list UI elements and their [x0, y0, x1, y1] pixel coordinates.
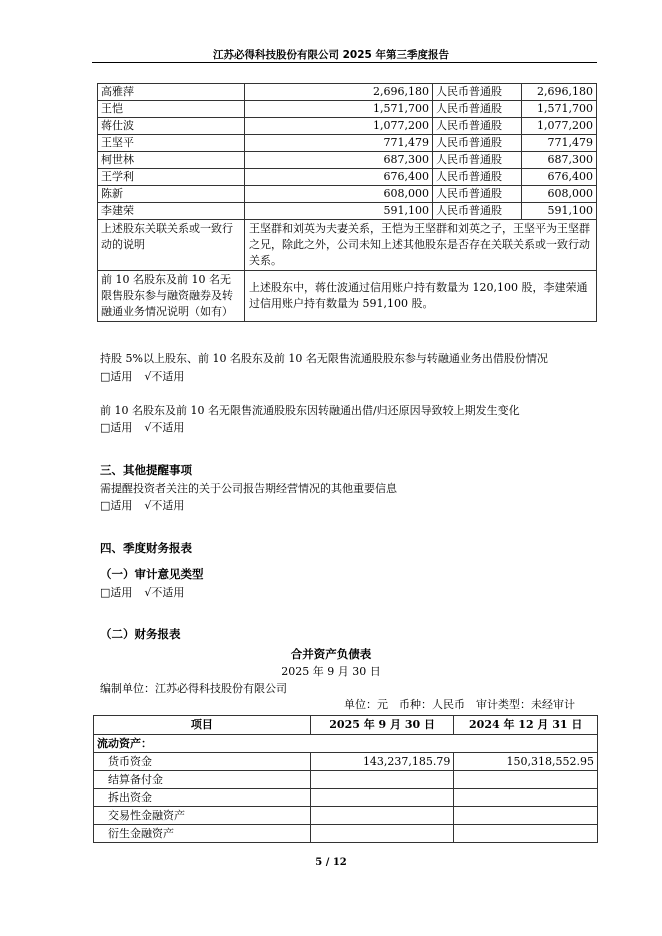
- option-not-apply: √不适用: [144, 421, 185, 434]
- table-row: [94, 735, 598, 753]
- share-type: 人民币普通股: [433, 203, 522, 220]
- share-qty: 591,100: [522, 203, 597, 220]
- holder-name: 王坚平: [98, 135, 245, 152]
- holder-name: 李建荣: [98, 203, 245, 220]
- option-not-apply: √不适用: [144, 499, 185, 512]
- option-apply: □适用: [100, 421, 133, 434]
- col-header-2024: 2024 年 12 月 31 日: [454, 716, 598, 735]
- table-row: [98, 101, 597, 118]
- option-group: [100, 585, 196, 601]
- holder-shares: 676,400: [245, 169, 433, 186]
- subheading-statements: （二）财务报表: [100, 627, 181, 641]
- row-2024: [454, 771, 598, 789]
- shareholder-table: [97, 83, 597, 322]
- compiler: 编制单位：江苏必得科技股份有限公司: [100, 682, 287, 695]
- row-item: 交易性金融资产: [94, 807, 311, 825]
- row-2025: 143,237,185.79: [310, 753, 454, 771]
- holder-shares: 1,571,700: [245, 101, 433, 118]
- holder-name: 王学利: [98, 169, 245, 186]
- relation-text: 王坚群和刘英为夫妻关系，王恺为王坚群和刘英之子，王坚平为王坚群之兄，除此之外，公司未知上述其他股东是否存在关联关系或一致行动关系。: [245, 220, 597, 271]
- row-item: 衍生金融资产: [94, 825, 311, 843]
- share-type: 人民币普通股: [433, 135, 522, 152]
- row-2024: [454, 825, 598, 843]
- table-row: [98, 118, 597, 135]
- section-3-text: 需提醒投资者关注的关于公司报告期经营情况的其他重要信息: [100, 482, 397, 495]
- header-rule: [92, 62, 597, 63]
- holder-shares: 591,100: [245, 203, 433, 220]
- share-qty: 771,479: [522, 135, 597, 152]
- table-row: [94, 789, 598, 807]
- table-row: [94, 753, 598, 771]
- row-2024: [454, 789, 598, 807]
- table-row: [98, 203, 597, 220]
- table-row: [98, 169, 597, 186]
- table-row: [98, 152, 597, 169]
- table-row: [94, 771, 598, 789]
- balance-sheet-table: [93, 715, 598, 843]
- option-group: [100, 498, 196, 514]
- option-group: [100, 420, 196, 436]
- option-not-apply: √不适用: [144, 370, 185, 383]
- holder-name: 王恺: [98, 101, 245, 118]
- option-group: [100, 369, 196, 385]
- option-not-apply: √不适用: [144, 586, 185, 599]
- row-item: 拆出资金: [94, 789, 311, 807]
- table-row: [98, 186, 597, 203]
- share-qty: 608,000: [522, 186, 597, 203]
- share-qty: 1,571,700: [522, 101, 597, 118]
- table-row: [98, 135, 597, 152]
- row-2025: [310, 807, 454, 825]
- paragraph-lending: 持股 5%以上股东、前 10 名股东及前 10 名无限售流通股股东参与转融通业务出借股份情况: [100, 352, 548, 365]
- page-header: 江苏必得科技股份有限公司 2025 年第三季度报告: [212, 49, 450, 61]
- option-apply: □适用: [100, 370, 133, 383]
- holder-name: 柯世林: [98, 152, 245, 169]
- paragraph-change: 前 10 名股东及前 10 名无限售流通股股东因转融通出借/归还原因导致较上期发生变化: [100, 404, 520, 417]
- share-type: 人民币普通股: [433, 101, 522, 118]
- share-type: 人民币普通股: [433, 118, 522, 135]
- share-type: 人民币普通股: [433, 84, 522, 101]
- page-number: 5 / 12: [315, 857, 347, 868]
- row-2024: [454, 807, 598, 825]
- holder-name: 蒋仕波: [98, 118, 245, 135]
- col-header-item: 项目: [94, 716, 311, 735]
- holder-name: 高雅萍: [98, 84, 245, 101]
- option-apply: □适用: [100, 586, 133, 599]
- balance-sheet-title: 合并资产负债表: [290, 647, 372, 661]
- table-row: [94, 807, 598, 825]
- balance-sheet-date: 2025 年 9 月 30 日: [281, 665, 381, 678]
- share-type: 人民币普通股: [433, 169, 522, 186]
- table-row: [98, 84, 597, 101]
- share-qty: 1,077,200: [522, 118, 597, 135]
- table-row: [94, 825, 598, 843]
- holder-shares: 1,077,200: [245, 118, 433, 135]
- section-heading-3: 三、其他提醒事项: [100, 463, 192, 477]
- group-current-assets: 流动资产：: [94, 735, 598, 753]
- row-2024: 150,318,552.95: [454, 753, 598, 771]
- holder-shares: 687,300: [245, 152, 433, 169]
- row-2025: [310, 771, 454, 789]
- margin-label: 前 10 名股东及前 10 名无限售股东参与融资融券及转融通业务情况说明（如有）: [98, 271, 245, 322]
- units-line: 单位：元 币种：人民币 审计类型：未经审计: [344, 698, 575, 711]
- subheading-audit: （一）审计意见类型: [100, 567, 204, 581]
- relation-row: [98, 220, 597, 271]
- row-2025: [310, 825, 454, 843]
- share-qty: 2,696,180: [522, 84, 597, 101]
- margin-text: 上述股东中，蒋仕波通过信用账户持有数量为 120,100 股，李建荣通过信用账户持有数量为 591,100 股。: [245, 271, 597, 322]
- holder-shares: 771,479: [245, 135, 433, 152]
- share-qty: 676,400: [522, 169, 597, 186]
- row-item: 结算备付金: [94, 771, 311, 789]
- margin-row: [98, 271, 597, 322]
- row-2025: [310, 789, 454, 807]
- col-header-2025: 2025 年 9 月 30 日: [310, 716, 454, 735]
- share-type: 人民币普通股: [433, 152, 522, 169]
- holder-shares: 608,000: [245, 186, 433, 203]
- holder-shares: 2,696,180: [245, 84, 433, 101]
- share-type: 人民币普通股: [433, 186, 522, 203]
- share-qty: 687,300: [522, 152, 597, 169]
- section-heading-4: 四、季度财务报表: [100, 541, 192, 555]
- row-item: 货币资金: [94, 753, 311, 771]
- relation-label: 上述股东关联关系或一致行动的说明: [98, 220, 245, 271]
- holder-name: 陈新: [98, 186, 245, 203]
- table-header-row: [94, 716, 598, 735]
- option-apply: □适用: [100, 499, 133, 512]
